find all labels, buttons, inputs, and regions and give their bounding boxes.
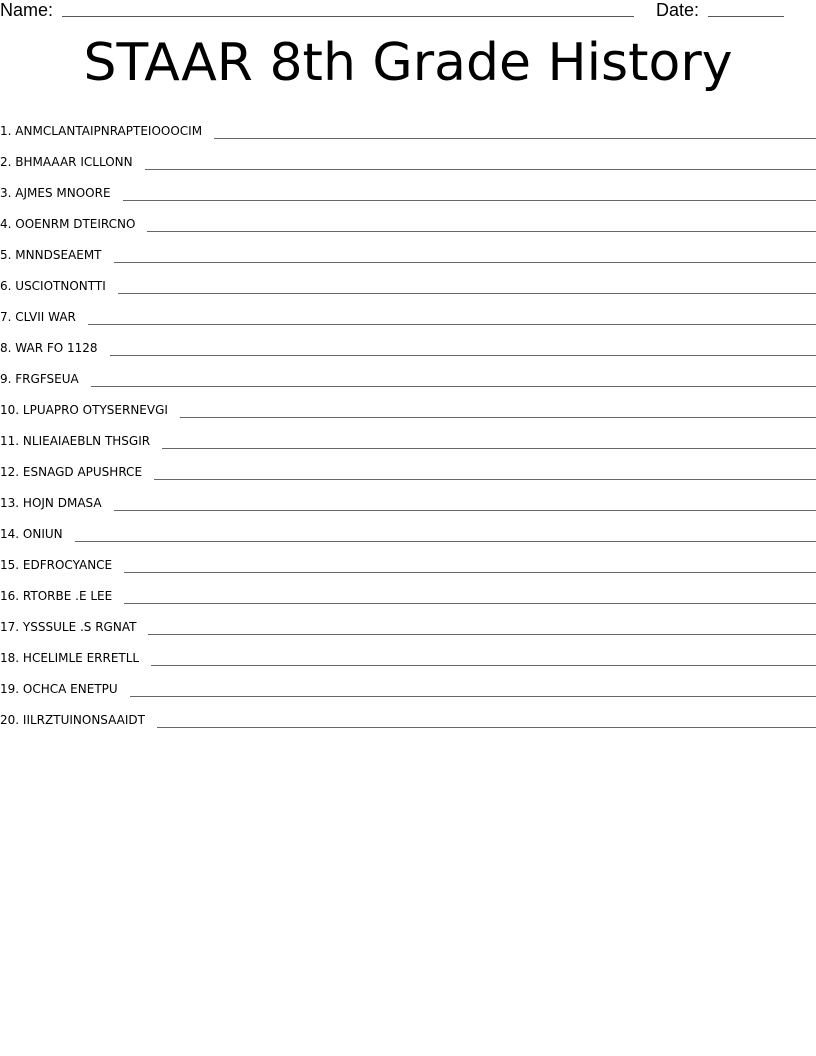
question-list [0,110,816,730]
question-text [0,339,110,358]
question-number: 17. [0,620,20,634]
scrambled-word: CLVII WAR [15,310,76,324]
question-text [0,370,91,389]
question-text [0,494,114,513]
date-label: Date: [656,0,700,20]
question-number: 18. [0,651,20,665]
answer-line[interactable] [114,496,816,511]
scrambled-word: NLIEAIAEBLN THSGIR [22,434,151,448]
question-row [0,575,816,606]
answer-line[interactable] [75,527,816,542]
question-row [0,513,816,544]
name-field-line[interactable] [62,16,634,17]
question-row [0,544,816,575]
answer-line[interactable] [147,217,816,232]
question-number: 11. [0,434,20,448]
scrambled-word: HCELIMLE ERRETLL [22,651,140,665]
answer-line[interactable] [214,124,816,139]
scrambled-word: ANMCLANTAIPNRAPTEIOOOCIM [15,124,203,138]
question-number: 3. [0,186,12,200]
question-text [0,618,148,637]
question-row [0,234,816,265]
question-row [0,358,816,389]
answer-line[interactable] [148,620,816,635]
scrambled-word: EDFROCYANCE [22,558,113,572]
answer-line[interactable] [151,651,816,666]
question-number: 4. [0,217,12,231]
question-row [0,482,816,513]
answer-line[interactable] [114,248,816,263]
question-number: 20. [0,713,20,727]
answer-line[interactable] [124,558,816,573]
scrambled-word: AJMES MNOORE [15,186,111,200]
question-number: 1. [0,124,12,138]
page-title: STAAR 8th Grade History [83,33,733,93]
scrambled-word: RTORBE .E LEE [22,589,113,603]
question-text [0,587,124,606]
answer-line[interactable] [145,155,816,170]
question-row [0,327,816,358]
question-text [0,525,75,544]
answer-line[interactable] [130,682,816,697]
question-row [0,389,816,420]
date-field-line[interactable] [708,16,784,17]
question-text [0,308,88,327]
question-number: 15. [0,558,20,572]
question-row [0,172,816,203]
scrambled-word: FRGFSEUA [15,372,79,386]
answer-line[interactable] [110,341,816,356]
name-label: Name: [0,0,54,20]
answer-line[interactable] [88,310,816,325]
scrambled-word: MNNDSEAEMT [15,248,102,262]
question-number: 5. [0,248,12,262]
answer-line[interactable] [157,713,816,728]
scrambled-word: HOJN DMASA [22,496,102,510]
scrambled-word: YSSSULE .S RGNAT [22,620,137,634]
scrambled-word: OCHCA ENETPU [22,682,118,696]
question-row [0,668,816,699]
answer-line[interactable] [91,372,816,387]
question-text [0,711,157,730]
answer-line[interactable] [180,403,816,418]
question-text [0,122,214,141]
question-row [0,637,816,668]
question-number: 12. [0,465,20,479]
question-text [0,432,162,451]
question-row [0,451,816,482]
answer-line[interactable] [118,279,816,294]
scrambled-word: USCIOTNONTTI [15,279,106,293]
question-number: 9. [0,372,12,386]
scrambled-word: BHMAAAR ICLLONN [15,155,133,169]
header [0,0,816,22]
question-row [0,110,816,141]
question-row [0,141,816,172]
scrambled-word: LPUAPRO OTYSERNEVGI [22,403,168,417]
question-row [0,203,816,234]
question-text [0,277,118,296]
question-row [0,420,816,451]
question-text [0,463,154,482]
question-row [0,265,816,296]
scrambled-word: OOENRM DTEIRCNO [15,217,136,231]
answer-line[interactable] [124,589,816,604]
answer-line[interactable] [123,186,816,201]
question-text [0,556,124,575]
question-text [0,184,123,203]
question-text [0,153,145,172]
scrambled-word: IILRZTUINONSAAIDT [22,713,145,727]
question-row [0,699,816,730]
question-number: 8. [0,341,12,355]
answer-line[interactable] [154,465,816,480]
question-number: 19. [0,682,20,696]
question-number: 16. [0,589,20,603]
question-row [0,296,816,327]
scrambled-word: ONIUN [22,527,63,541]
question-number: 2. [0,155,12,169]
scrambled-word: WAR FO 1128 [15,341,98,355]
question-number: 13. [0,496,20,510]
question-text [0,215,147,234]
answer-line[interactable] [162,434,816,449]
question-text [0,246,114,265]
question-text [0,680,130,699]
question-text [0,401,180,420]
question-number: 7. [0,310,12,324]
question-number: 6. [0,279,12,293]
question-number: 14. [0,527,20,541]
question-number: 10. [0,403,20,417]
question-text [0,649,151,668]
question-row [0,606,816,637]
scrambled-word: ESNAGD APUSHRCE [22,465,143,479]
